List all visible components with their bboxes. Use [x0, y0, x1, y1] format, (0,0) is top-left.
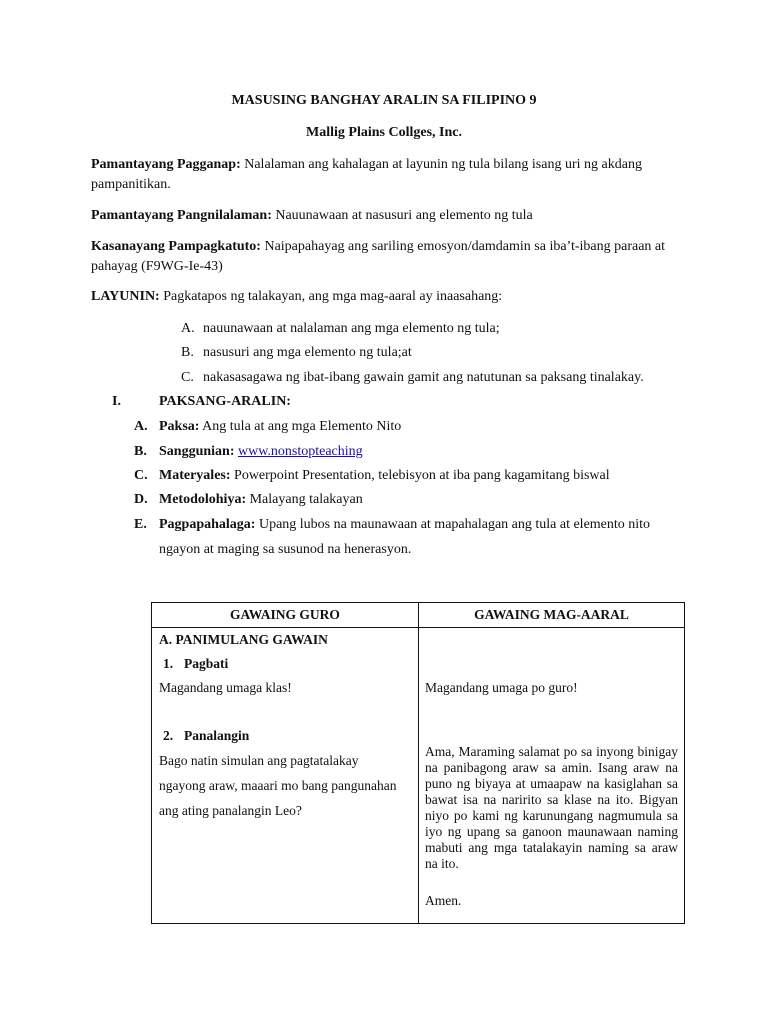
activity-table	[151, 602, 685, 924]
objective-letter: B.	[181, 345, 194, 360]
teacher-prayer-line: ang ating panalangin Leo?	[159, 803, 302, 818]
teacher-prayer-line: Bago natin simulan ang pagtatalakay	[159, 753, 359, 768]
teacher-greeting: Magandang umaga klas!	[159, 680, 292, 695]
objective-text: nakasasagawa ng ibat-ibang gawain gamit ang natutunan sa paksang tinalakay.	[203, 370, 644, 385]
reference-link[interactable]: www.nonstopteaching	[237, 444, 363, 459]
teacher-prayer-line: ngayong araw, maaari mo bang pangunahan	[159, 778, 397, 793]
table-header-row	[152, 603, 685, 628]
student-prayer: Ama, Maraming salamat po sa inyong binigay na panibagong araw sa amin. Isang araw na puno ng biyaya at umaapaw na kasiglahan sa bawat isa na naririto sa klase na ito. Bigyan niyo po kami ng karunungang nagmumula sa iyo ng upang sa ganoon maunawaan naming mabuti ang mga tatalakayin naming sa araw na ito.	[425, 744, 678, 871]
student-greeting: Magandang umaga po guro!	[425, 680, 578, 695]
topic-label: Sanggunian:	[159, 444, 235, 459]
topic-item	[159, 444, 363, 460]
topic-continuation: ngayon at maging sa susunod na henerasyon.	[159, 542, 412, 557]
step-number: 2.	[163, 728, 174, 743]
topic-label: Pagpapahalaga:	[159, 517, 256, 532]
standard-label: Kasanayang Pampagkatuto:	[91, 239, 261, 254]
topic-letter: E.	[134, 517, 147, 532]
standard-text: Naipapahayag ang sariling emosyon/damdamin sa iba’t-ibang paraan at pahayag (F9WG-Ie-43)	[91, 239, 666, 274]
objective-item	[181, 370, 194, 386]
standard-text: Nalalaman ang kahalagan at layunin ng tula bilang isang uri ng akdang pampanitikan.	[91, 157, 642, 192]
topic-letter: B.	[134, 444, 147, 459]
topic-label: Materyales:	[159, 468, 231, 483]
topic-item	[159, 517, 650, 533]
objectives-intro-text: Pagkatapos ng talakayan, ang mga mag-aaral ay inaasahang:	[159, 289, 503, 304]
section-numeral: I.	[112, 394, 121, 409]
column-header-student: GAWAING MAG-AARAL	[419, 603, 685, 628]
standard-content	[91, 206, 681, 226]
topic-item	[159, 468, 610, 484]
topic-text: Malayang talakayan	[246, 492, 363, 507]
topic-label: Paksa:	[159, 419, 200, 434]
document-title: MASUSING BANGHAY ARALIN SA FILIPINO 9	[231, 93, 537, 108]
student-amen: Amen.	[425, 893, 462, 908]
table-row	[152, 628, 685, 924]
topic-letter: D.	[134, 492, 148, 507]
school-name: Mallig Plains Collges, Inc.	[306, 125, 462, 140]
objective-letter: A.	[181, 321, 195, 336]
standard-label: Pamantayang Pagganap:	[91, 157, 241, 172]
topic-letter: A.	[134, 419, 148, 434]
objective-item	[181, 345, 194, 361]
student-cell	[419, 628, 685, 924]
column-header-teacher: GAWAING GURO	[152, 603, 419, 628]
objective-text: nasusuri ang mga elemento ng tula;at	[203, 345, 412, 360]
standard-text: Nauunawaan at nasusuri ang elemento ng tula	[271, 208, 533, 223]
objectives-label: LAYUNIN:	[91, 289, 160, 304]
teacher-cell	[152, 628, 419, 924]
topic-item	[159, 419, 401, 435]
topic-label: Metodolohiya:	[159, 492, 247, 507]
objective-letter: C.	[181, 370, 194, 385]
topic-letter: C.	[134, 468, 148, 483]
section-heading: PAKSANG-ARALIN:	[159, 394, 291, 409]
topic-item	[159, 492, 363, 508]
standard-label: Pamantayang Pangnilalaman:	[91, 208, 272, 223]
objective-item	[181, 321, 195, 337]
step-label: Pagbati	[184, 656, 229, 671]
step-number: 1.	[163, 656, 174, 671]
topic-text: Upang lubos na maunawaan at mapahalagan ang tula at elemento nito	[255, 517, 651, 532]
standard-performance	[91, 155, 681, 195]
section-label: A. PANIMULANG GAWAIN	[159, 632, 328, 647]
standard-competency	[91, 237, 681, 277]
objective-text: nauunawaan at nalalaman ang mga elemento ng tula;	[203, 321, 500, 336]
topic-text: Ang tula at ang mga Elemento Nito	[199, 419, 402, 434]
topic-text: Powerpoint Presentation, telebisyon at iba pang kagamitang biswal	[230, 468, 610, 483]
objectives-intro	[91, 289, 502, 305]
step-label: Panalangin	[184, 728, 250, 743]
